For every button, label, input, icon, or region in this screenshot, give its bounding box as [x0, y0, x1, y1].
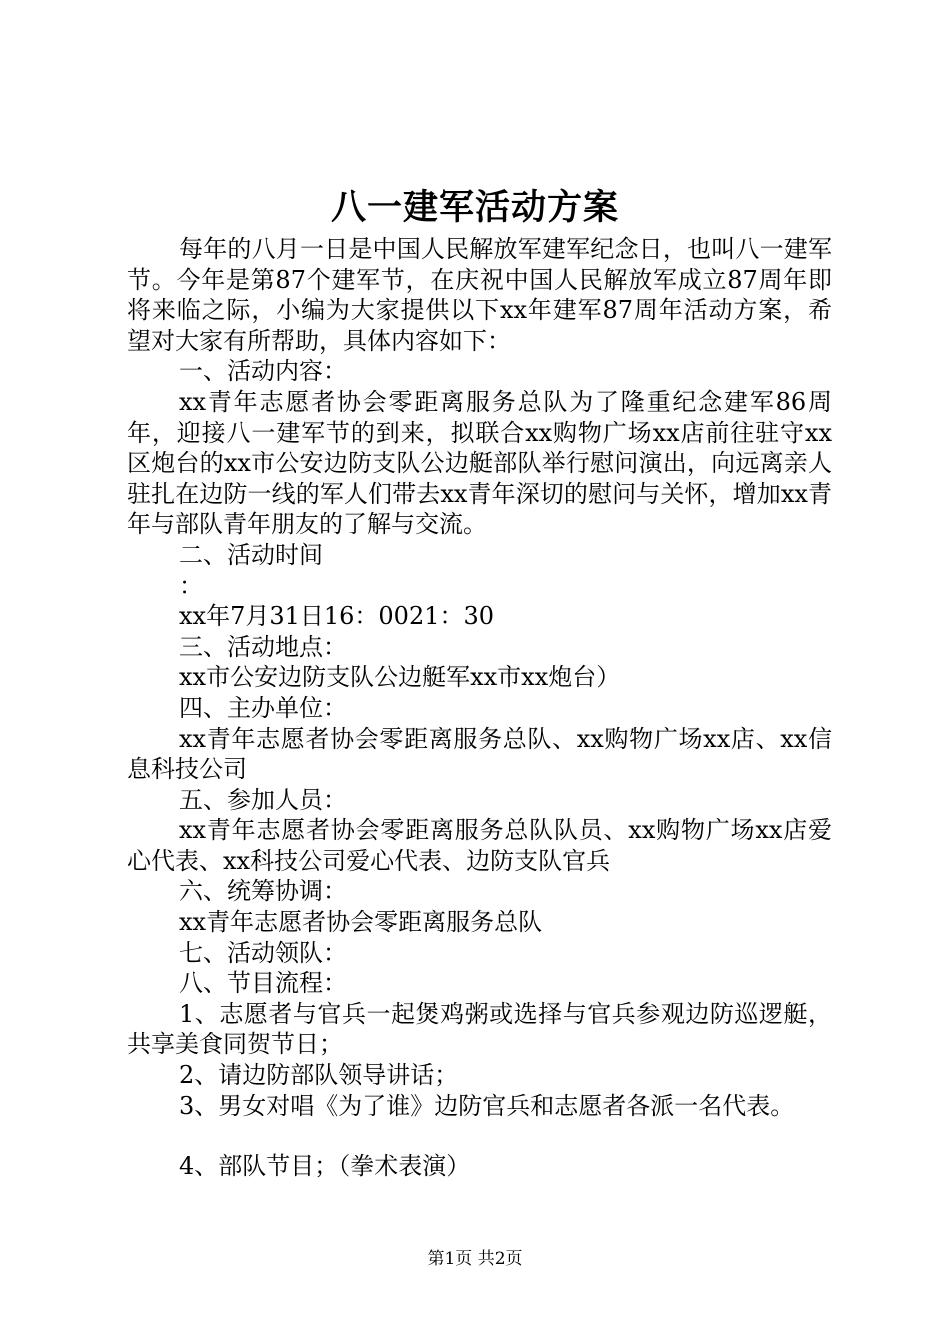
- section-body-time: xx年7月31日16：0021：30: [179, 602, 495, 631]
- paragraph-spacer: [127, 1121, 832, 1151]
- section-heading-participants: 五、参加人员：: [179, 785, 347, 814]
- section-heading-coordination: 六、统筹协调：: [179, 877, 347, 906]
- section-heading-time-colon: ：: [179, 571, 203, 600]
- section-body-coordination: xx青年志愿者协会零距离服务总队: [179, 908, 543, 937]
- section-heading-organizer: 四、主办单位：: [179, 693, 347, 722]
- section-heading-program: 八、节目流程：: [179, 969, 347, 998]
- document-title: 八一建军活动方案: [330, 187, 619, 228]
- section-body-location: xx市公安边防支队公边艇军xx市xx炮台）: [179, 663, 621, 692]
- section-heading-leader: 七、活动领队：: [179, 938, 347, 967]
- section-heading-location: 三、活动地点：: [179, 632, 347, 661]
- program-item: 1、志愿者与官兵一起煲鸡粥或选择与官兵参观边防巡逻艇，共享美食同贺节日；: [127, 999, 832, 1059]
- section-heading-time: 二、活动时间: [179, 540, 323, 569]
- section-body-organizer: xx青年志愿者协会零距离服务总队、xx购物广场xx店、xx信息科技公司: [127, 724, 832, 784]
- section-heading-content: 一、活动内容：: [179, 357, 347, 386]
- section-body-content: xx青年志愿者协会零距离服务总队为了隆重纪念建军86周年，迎接八一建军节的到来，拟联合xx购物广场xx店前往驻守xx区炮台的xx市公安边防支队公边艇部队举行慰问演出，向远离亲人驻扎在边防一线的军人们带去xx青年深切的慰问与关怀，增加xx青年与部队青年朋友的了解与交流。: [127, 387, 832, 539]
- program-item: 3、男女对唱《为了谁》边防官兵和志愿者各派一名代表。: [179, 1091, 795, 1120]
- program-item: 4、部队节目；（拳术表演）: [179, 1152, 471, 1181]
- section-body-participants: xx青年志愿者协会零距离服务总队队员、xx购物广场xx店爱心代表、xx科技公司爱心代表、边防支队官兵: [127, 816, 832, 875]
- intro-paragraph: 每年的八月一日是中国人民解放军建军纪念日，也叫八一建军节。今年是第87个建军节，在庆祝中国人民解放军成立87周年即将来临之际，小编为大家提供以下xx年建军87周年活动方案，希望对大家有所帮助，具体内容如下：: [127, 235, 832, 355]
- page-footer: 第1页 共2页: [427, 1249, 523, 1269]
- document-body: [127, 234, 832, 1182]
- program-item: 2、请边防部队领导讲话；: [179, 1061, 459, 1090]
